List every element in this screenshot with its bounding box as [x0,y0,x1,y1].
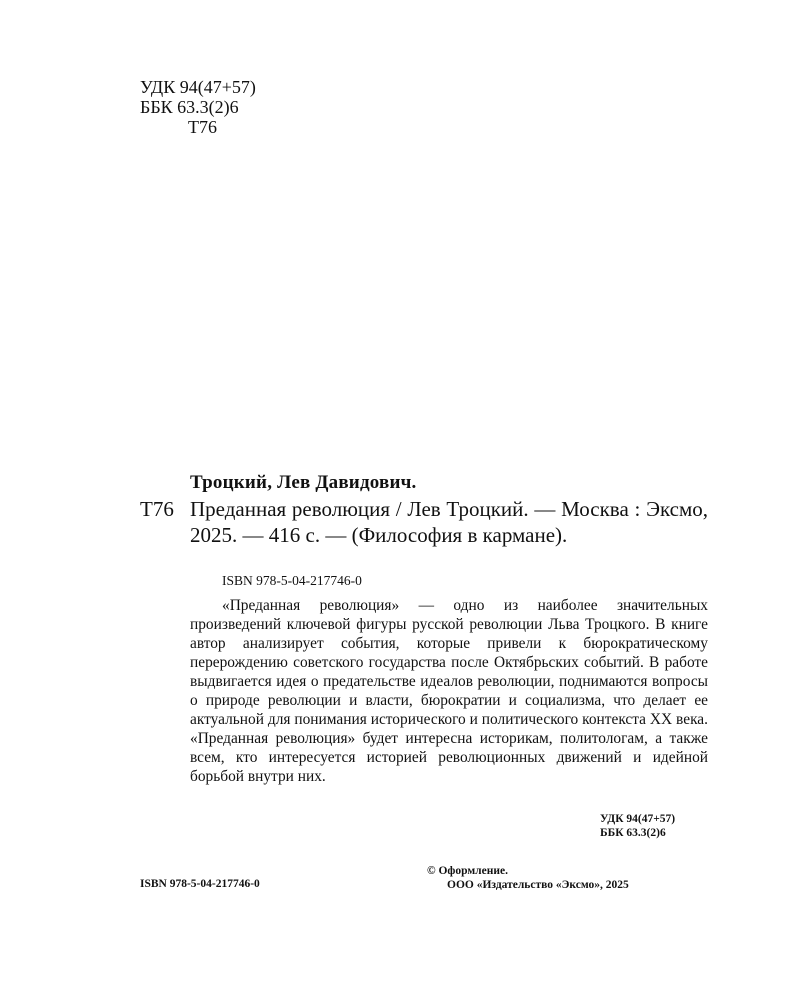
footer-bbk-code: ББК 63.3(2)6 [600,827,666,839]
bibliographic-description: Преданная революция / Лев Троцкий. — Москва : Эксмо, 2025. — 416 с. — (Философия в кармане). [190,497,708,547]
copyright-line-1: © Оформление. [427,865,508,877]
isbn: ISBN 978-5-04-217746-0 [222,573,362,588]
header-classification-codes [140,77,256,137]
annotation-text: «Преданная революция» — одно из наиболее значительных произведений ключевой фигуры русской революции Льва Троцкого. В книге автор анализирует события, которые привели к бюрократическому перерождению советского государства после Октябрьских событий. В работе выдвигается идея о предательстве идеалов революции, поднимаются вопросы о природе революции и власти, бюрократии и социализма, что делает ее актуальной для понимания исторического и политического контекста XX века. «Преданная революция» будет интересна историкам, политологам, а также всем, кто интересуется историей революционных движений и идейной борьбой внутри них. [190,597,708,785]
author-sign-marker: Т76 [140,497,174,521]
author-heading: Троцкий, Лев Давидович. [190,472,417,493]
footer-isbn: ISBN 978-5-04-217746-0 [140,878,260,890]
bbk-code: ББК 63.3(2)6 [140,97,239,117]
udk-code: УДК 94(47+57) [140,77,256,97]
copyright-line-2: ООО «Издательство «Эксмо», 2025 [447,879,629,891]
author-sign: Т76 [188,117,217,137]
footer-classification-codes [600,812,675,840]
footer-udk-code: УДК 94(47+57) [600,813,676,825]
copyright-notice [427,864,629,892]
